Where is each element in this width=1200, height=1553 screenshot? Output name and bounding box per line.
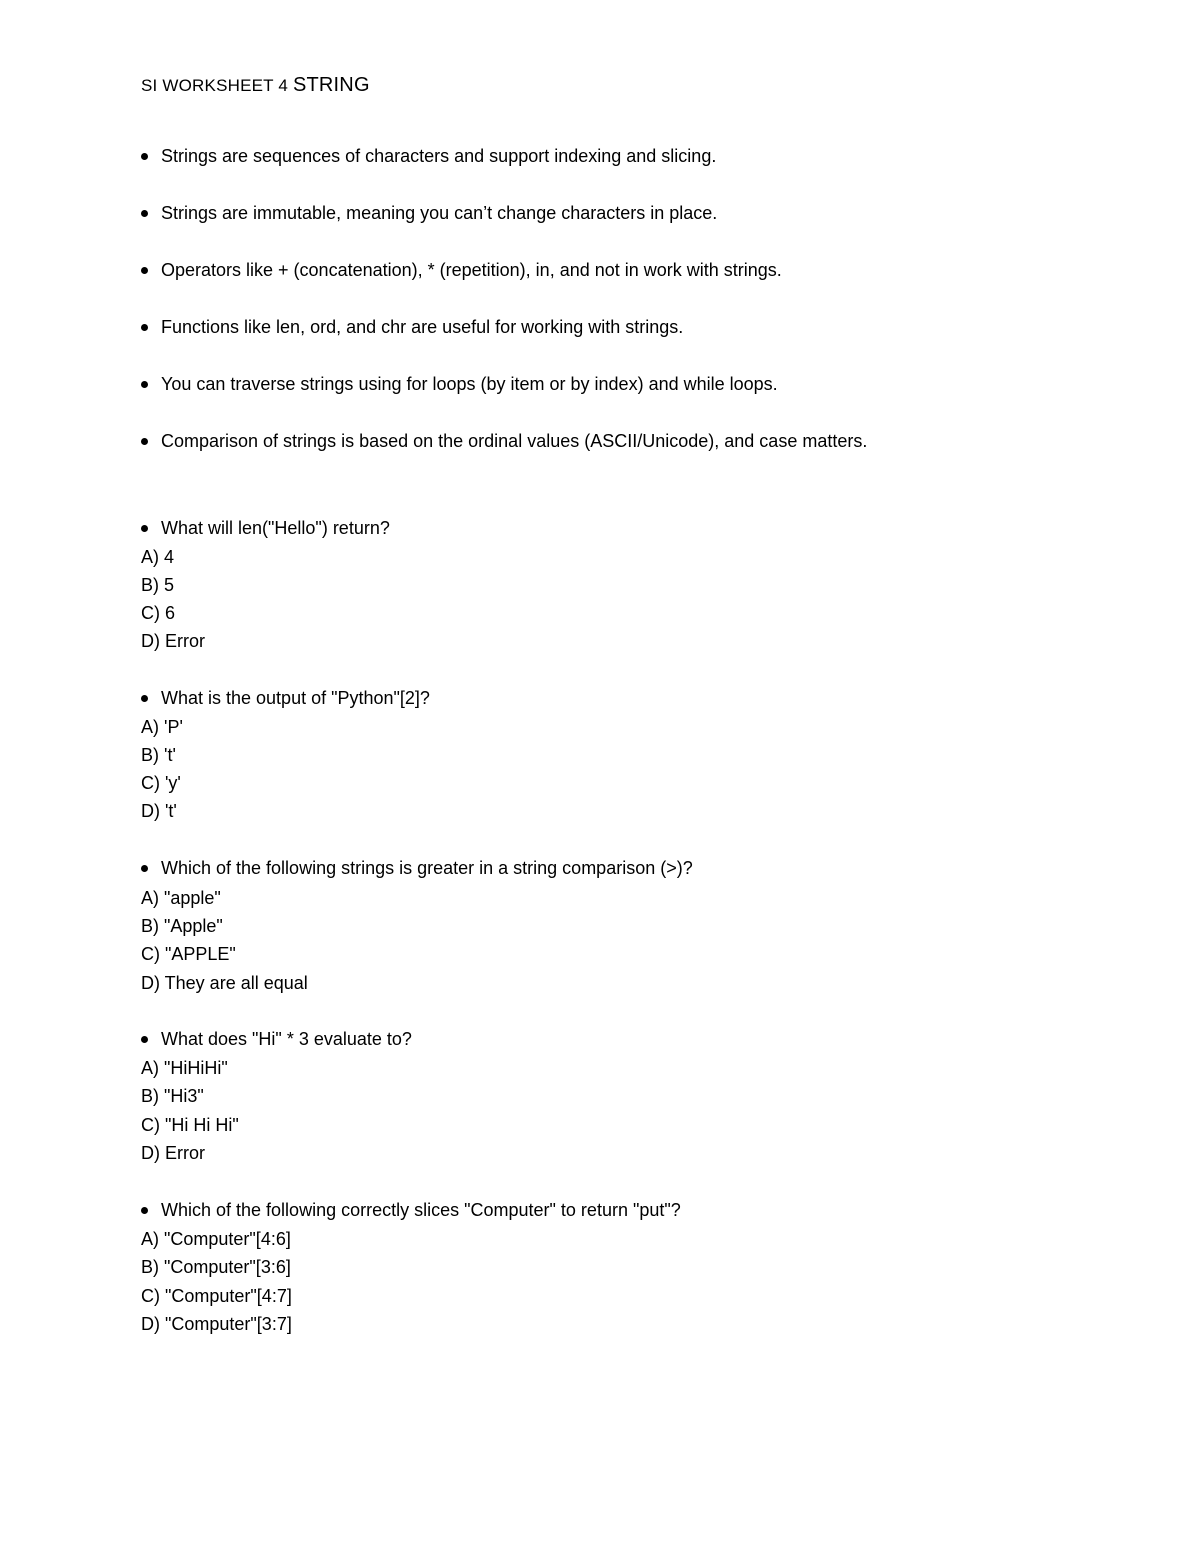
option-d: D) Error [141,1143,205,1163]
bullet-icon [141,525,148,532]
note-text: Strings are sequences of characters and support indexing and slicing. [161,146,717,166]
option-d: D) 't' [141,801,177,821]
option-a: A) "Computer"[4:6] [141,1229,291,1249]
note-text: Strings are immutable, meaning you can’t change characters in place. [161,203,718,223]
bullet-icon [141,210,148,217]
bullet-icon [141,1036,148,1043]
question-text: Which of the following strings is greater in a string comparison (>)? [161,858,693,878]
option-d: D) "Computer"[3:7] [141,1314,292,1334]
option-c: C) "APPLE" [141,944,236,964]
note-item [141,372,778,396]
question-4 [141,1027,412,1051]
bullet-icon [141,865,148,872]
bullet-icon [141,153,148,160]
option-d: D) They are all equal [141,973,308,993]
question-5 [141,1198,681,1222]
option-b: B) 5 [141,575,175,595]
bullet-icon [141,1207,148,1214]
option-b: B) "Hi3" [141,1086,204,1106]
title-topic: STRING [292,74,370,96]
question-1 [141,516,390,540]
option-a: A) 'P' [141,717,183,737]
note-item [141,258,782,282]
question-2 [141,686,430,710]
question-3 [141,856,693,880]
note-text: Operators like + (concatenation), * (repetition), in, and not in work with strings. [161,260,782,280]
note-text: Functions like len, ord, and chr are useful for working with strings. [161,317,684,337]
option-d: D) Error [141,631,205,651]
option-b: B) "Apple" [141,916,223,936]
option-c: C) 'y' [141,773,181,793]
option-c: C) "Hi Hi Hi" [141,1115,239,1135]
option-b: B) "Computer"[3:6] [141,1257,291,1277]
note-item [141,315,683,339]
note-text: Comparison of strings is based on the ordinal values (ASCII/Unicode), and case matters. [161,431,868,451]
option-b: B) 't' [141,745,176,765]
option-c: C) "Computer"[4:7] [141,1286,292,1306]
option-a: A) "apple" [141,888,221,908]
option-c: C) 6 [141,603,176,623]
title-prefix: SI WORKSHEET 4 [141,76,293,95]
note-text: You can traverse strings using for loops (by item or by index) and while loops. [161,374,778,394]
question-text: What will len("Hello") return? [161,518,390,538]
question-text: Which of the following correctly slices "Computer" to return "put"? [161,1200,681,1220]
page-title [141,73,370,98]
bullet-icon [141,324,148,331]
option-a: A) "HiHiHi" [141,1058,228,1078]
option-a: A) 4 [141,547,175,567]
question-text: What is the output of "Python"[2]? [161,688,430,708]
bullet-icon [141,438,148,445]
note-item [141,144,716,168]
bullet-icon [141,381,148,388]
note-item [141,429,867,453]
question-text: What does "Hi" * 3 evaluate to? [161,1029,412,1049]
note-item [141,201,717,225]
bullet-icon [141,695,148,702]
bullet-icon [141,267,148,274]
